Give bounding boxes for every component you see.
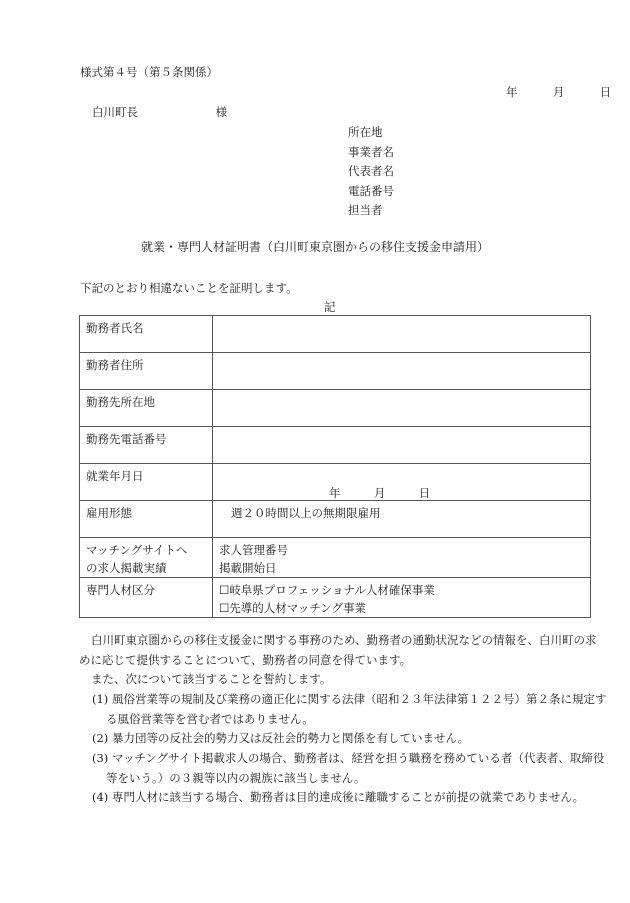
- table-row: [80, 353, 591, 390]
- specialist-category-label: 専門人材区分: [80, 578, 213, 618]
- document-title: 就業・専門人材証明書（白川町東京圏からの移住支援金申請用）: [140, 240, 489, 254]
- employment-date-day: 日: [418, 486, 431, 500]
- form-number: 様式第４号（第５条関係）: [80, 65, 218, 79]
- pledge-item-4: (4) 専門人材に該当する場合、勤務者は目的達成後に離職することが前提の就業でありません。: [92, 790, 585, 804]
- employment-type-value: 週２０時間以上の無期限雇用: [231, 506, 381, 520]
- matching-label: [80, 538, 213, 578]
- date-month: 月: [552, 85, 565, 99]
- specialist-category-field: [213, 578, 591, 618]
- issue-date: [506, 84, 611, 100]
- intro-text: 下記のとおり相違ないことを証明します。: [80, 281, 298, 295]
- applicant-field-contact: 担当者: [348, 203, 383, 217]
- pledge-intro: また、次について該当することを誓約します。: [91, 672, 332, 686]
- table-row: [80, 578, 591, 618]
- date-day: 日: [599, 85, 612, 99]
- workplace-phone-field[interactable]: [213, 427, 591, 464]
- matching-label-line-2: の求人掲載実績: [86, 561, 167, 575]
- pledge-item-3: (3) マッチングサイト掲載求人の場合、勤務者は、経営を担う職務を務めている者（代表者、取締役等をいう。）の３親等以内の親族に該当しません。: [92, 751, 605, 785]
- employment-date-year: 年: [329, 486, 341, 500]
- table-row: [80, 538, 591, 578]
- matching-field: [213, 538, 591, 578]
- job-management-number[interactable]: 求人管理番号: [219, 543, 288, 557]
- worker-address-label: 勤務者住所: [80, 353, 213, 390]
- table-row: [80, 501, 591, 538]
- certificate-table: [79, 315, 591, 618]
- workplace-address-label: 勤務先所在地: [80, 390, 213, 427]
- matching-label-line-1: マッチングサイトへ: [86, 543, 188, 557]
- employment-type-label: 雇用形態: [80, 501, 213, 538]
- specialist-option-leading-checkbox[interactable]: ☐先導的人材マッチング事業: [219, 601, 367, 615]
- worker-name-label: 勤務者氏名: [80, 316, 213, 353]
- table-row: [80, 390, 591, 427]
- ki-heading: 記: [324, 300, 336, 314]
- employment-date-month: 月: [373, 486, 386, 500]
- addressee-honorific: 様: [215, 105, 228, 119]
- employment-date-field[interactable]: [213, 464, 591, 501]
- worker-address-field[interactable]: [213, 353, 591, 390]
- worker-name-field[interactable]: [213, 316, 591, 353]
- applicant-field-business-name: 事業者名: [348, 144, 394, 159]
- pledge-item-2: (2) 暴力団等の反社会的勢力又は反社会的勢力と関係を有していません。: [92, 731, 470, 745]
- applicant-field-address: 所在地: [348, 125, 383, 139]
- consent-paragraph: 白川町東京圏からの移住支援金に関する事務のため、勤務者の通勤状況などの情報を、白川町の求めに応じて提供することについて、勤務者の同意を得ています。: [79, 633, 597, 667]
- employment-type-field: [213, 501, 591, 538]
- table-row: [80, 316, 591, 353]
- employment-date-label: 就業年月日: [80, 464, 213, 501]
- table-row: [80, 464, 591, 501]
- applicant-field-phone: 電話番号: [348, 183, 394, 198]
- addressee: [92, 104, 227, 120]
- workplace-address-field[interactable]: [213, 390, 591, 427]
- addressee-name: 白川町長: [92, 105, 138, 119]
- workplace-phone-label: 勤務先電話番号: [80, 427, 213, 464]
- date-year: 年: [506, 85, 518, 99]
- posting-start-date[interactable]: 掲載開始日: [219, 561, 277, 575]
- applicant-field-representative: 代表者名: [348, 164, 394, 178]
- table-row: [80, 427, 591, 464]
- employment-date-ymd: [329, 484, 430, 502]
- pledge-item-1: (1) 風俗営業等の規制及び業務の適正化に関する法律（昭和２３年法律第１２２号）第２条に規定する風俗営業等を営む者ではありません。: [92, 692, 607, 726]
- applicant-block: [348, 123, 394, 221]
- specialist-option-gifu-checkbox[interactable]: ☐岐阜県プロフェッショナル人材確保事業: [219, 583, 435, 597]
